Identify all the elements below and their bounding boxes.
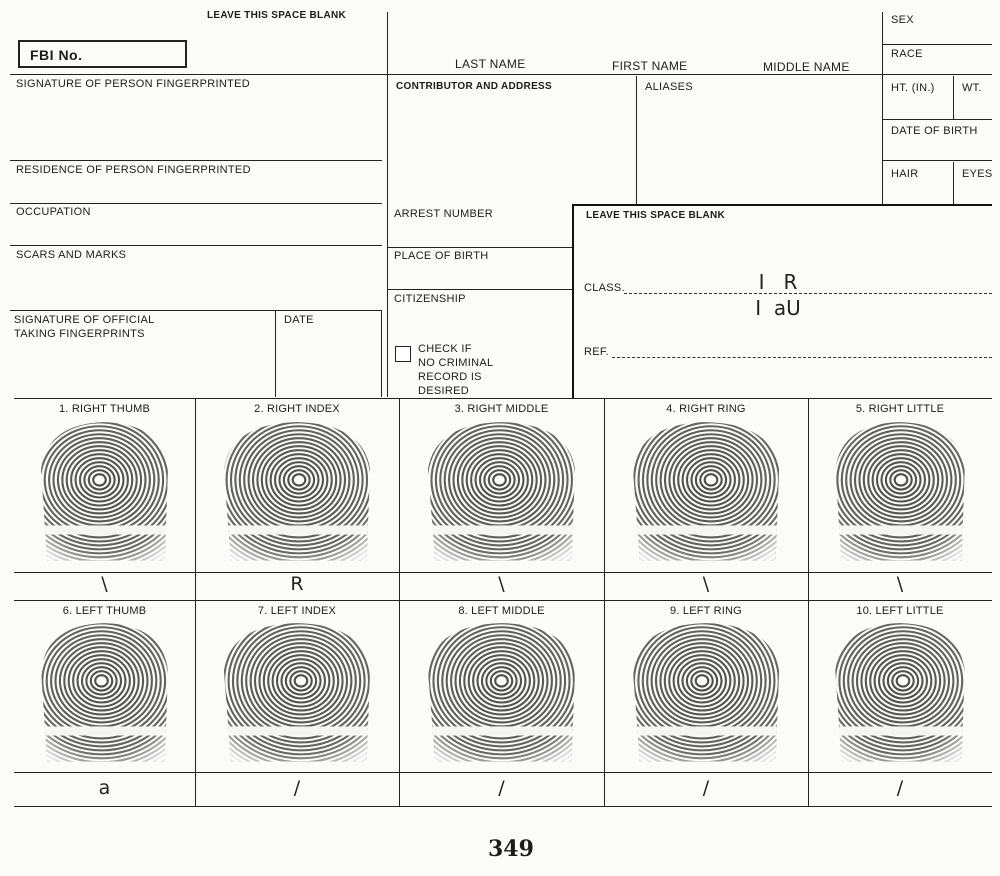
divider — [882, 44, 992, 45]
date-label: DATE — [284, 314, 314, 326]
fingerprint-image — [414, 617, 589, 774]
ref-label: REF. — [584, 346, 610, 358]
fingerprint-image — [823, 416, 977, 573]
divider — [10, 245, 382, 246]
signature-person-label: SIGNATURE OF PERSON FINGERPRINTED — [16, 78, 250, 90]
fingerprint-image — [414, 416, 589, 573]
finger-class-mark: / — [498, 777, 505, 799]
fingerprint-image — [210, 617, 384, 774]
sex-label: SEX — [891, 14, 914, 26]
leave-blank-top: LEAVE THIS SPACE BLANK — [207, 10, 347, 21]
finger-label: 5. RIGHT LITTLE — [855, 403, 945, 415]
finger-label: 3. RIGHT MIDDLE — [454, 403, 549, 415]
finger-label: 6. LEFT THUMB — [62, 605, 147, 617]
no-record-checkbox[interactable] — [395, 346, 411, 362]
occupation-label: OCCUPATION — [16, 206, 91, 218]
fbi-number-box[interactable] — [18, 40, 187, 68]
finger-class-mark: \ — [101, 573, 108, 595]
finger-class-mark: / — [702, 777, 710, 799]
divider — [14, 600, 992, 601]
finger-class-mark: \ — [498, 573, 505, 595]
class-box-top — [572, 204, 992, 206]
fingerprint-image — [29, 617, 180, 774]
residence-label: RESIDENCE OF PERSON FINGERPRINTED — [16, 164, 251, 176]
fingerprint-image — [823, 617, 977, 774]
finger-label: 8. LEFT MIDDLE — [458, 605, 545, 617]
divider — [399, 398, 400, 806]
height-label: HT. (IN.) — [891, 82, 935, 94]
ref-dotted-line — [612, 357, 992, 358]
fingerprint-image — [210, 416, 384, 573]
arrest-number-label: ARREST NUMBER — [394, 208, 494, 220]
finger-class-mark: / — [896, 777, 904, 799]
finger-label: 1. RIGHT THUMB — [58, 403, 150, 415]
finger-label: 7. LEFT INDEX — [257, 605, 337, 617]
divider — [14, 398, 992, 399]
scars-label: SCARS AND MARKS — [16, 249, 127, 261]
check-if-label: CHECK IF NO CRIMINAL RECORD IS DESIRED — [418, 343, 494, 397]
citizenship-label: CITIZENSHIP — [394, 293, 466, 305]
divider — [10, 203, 382, 204]
finger-class-mark: \ — [896, 573, 904, 595]
fingerprint-image — [29, 416, 180, 573]
divider — [10, 310, 382, 311]
finger-class-mark: / — [293, 777, 301, 799]
divider — [636, 76, 637, 204]
contributor-label: CONTRIBUTOR AND ADDRESS — [396, 81, 552, 92]
place-of-birth-label: PLACE OF BIRTH — [394, 250, 489, 262]
finger-class-mark: a — [98, 777, 111, 799]
class-denominator: I aU — [755, 296, 801, 320]
finger-label: 4. RIGHT RING — [666, 403, 746, 415]
divider — [195, 398, 196, 806]
weight-label: WT. — [962, 82, 982, 94]
eyes-label: EYES — [962, 168, 993, 180]
finger-label: 2. RIGHT INDEX — [254, 403, 340, 415]
fbi-number-label: FBI No. — [30, 47, 83, 63]
divider — [953, 162, 954, 205]
class-box-left — [572, 204, 574, 398]
finger-class-mark: R — [290, 573, 304, 595]
divider — [387, 12, 388, 397]
divider — [387, 289, 572, 290]
middle-name-label: MIDDLE NAME — [763, 60, 850, 74]
divider — [604, 398, 605, 806]
divider — [882, 160, 992, 161]
divider — [275, 310, 276, 397]
page-number: 349 — [488, 836, 534, 862]
divider — [808, 398, 809, 806]
divider — [10, 160, 382, 161]
divider — [381, 310, 382, 397]
divider — [387, 247, 572, 248]
class-numerator: I R — [758, 270, 798, 294]
signature-official-label: SIGNATURE OF OFFICIAL TAKING FINGERPRINTS — [14, 314, 155, 340]
dob-label: DATE OF BIRTH — [891, 125, 978, 137]
race-label: RACE — [891, 48, 923, 60]
divider — [10, 74, 882, 75]
divider — [882, 74, 992, 75]
fingerprint-image — [619, 617, 793, 774]
divider — [882, 12, 883, 205]
finger-class-mark: \ — [702, 573, 710, 595]
finger-label: 9. LEFT RING — [670, 605, 742, 617]
divider — [14, 806, 992, 807]
finger-label: 10. LEFT LITTLE — [856, 605, 944, 617]
divider — [882, 119, 992, 120]
fingerprint-image — [619, 416, 793, 573]
class-label: CLASS. — [584, 282, 625, 294]
leave-blank-class: LEAVE THIS SPACE BLANK — [586, 210, 726, 221]
hair-label: HAIR — [891, 168, 919, 180]
first-name-label: FIRST NAME — [612, 59, 688, 73]
aliases-label: ALIASES — [645, 81, 693, 93]
divider — [953, 76, 954, 119]
last-name-label: LAST NAME — [455, 57, 526, 71]
